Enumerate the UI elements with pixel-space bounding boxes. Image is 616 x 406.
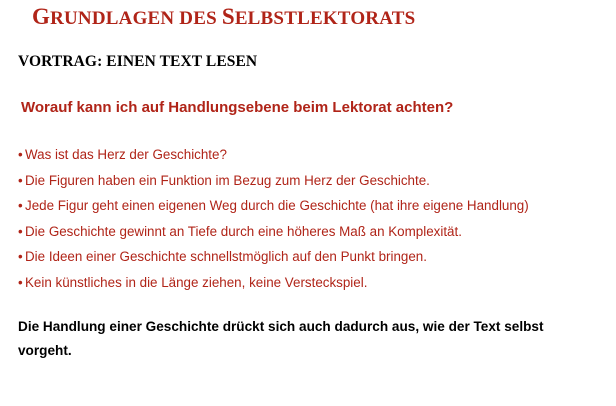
- list-item: • Die Ideen einer Geschichte schnellstmöglich auf den Punkt bringen.: [18, 244, 606, 270]
- page-title-initial-s: S: [221, 4, 235, 29]
- list-item: • Die Geschichte gewinnt an Tiefe durch eine höheres Maß an Komplexität.: [18, 219, 606, 245]
- page-title: [10, 0, 606, 30]
- section-question: Worauf kann ich auf Handlungsebene beim Lektorat achten?: [21, 99, 454, 116]
- list-item: • Die Figuren haben ein Funktion im Bezug zum Herz der Geschichte.: [18, 168, 606, 194]
- page-title-part-1: RUNDLAGEN DES: [50, 8, 222, 29]
- bullet-list: [10, 116, 606, 295]
- subtitle: VORTRAG: EINEN TEXT LESEN: [18, 53, 258, 70]
- list-item: • Kein künstliches in die Länge ziehen, keine Versteckspiel.: [18, 270, 606, 296]
- page-title-part-2: ELBSTLEKTORATS: [234, 8, 416, 29]
- list-item: • Was ist das Herz der Geschichte?: [18, 142, 606, 168]
- closing-statement: Die Handlung einer Geschichte drückt sich auch dadurch aus, wie der Text selbst vorgeht.: [18, 319, 544, 358]
- list-item: • Jede Figur geht einen eigenen Weg durch die Geschichte (hat ihre eigene Handlung): [18, 193, 606, 219]
- page-title-initial-g: G: [32, 4, 51, 29]
